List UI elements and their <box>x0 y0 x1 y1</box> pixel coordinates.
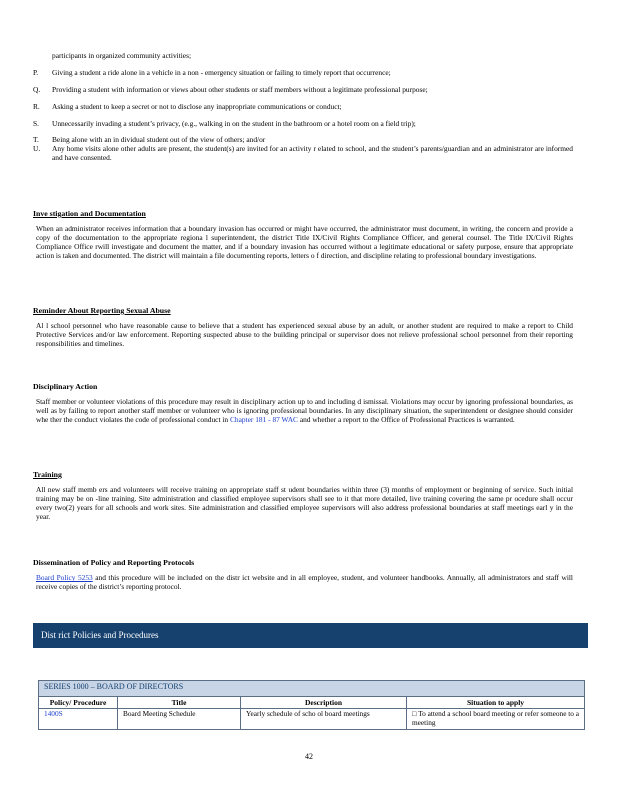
section-disciplinary <box>33 382 573 425</box>
list-letter: U. <box>33 144 41 154</box>
list-item <box>33 69 573 78</box>
list-letter <box>33 52 52 61</box>
policy-description: Yearly schedule of scho ol board meetings <box>241 709 407 730</box>
policy-situation: □ To attend a school board meeting or refer someone to a meeting <box>407 709 585 730</box>
section-body: All new staff memb ers and volunteers will receive training on appropriate staff st udent boundaries within three (3) months of employment or beginning of service. Such initial training may be on -line training. Site administration and classified employee supervisors shall see to it that more detailed, live training covering the same pr ocedure shall occur every two(2) years for all schools and work sites. Site administration and classified employee supervisors will also address professional boundaries at staff meetings earl y in the year. <box>36 485 573 521</box>
column-header: Situation to apply <box>407 697 585 709</box>
section-heading: Dissemination of Policy and Reporting Protocols <box>33 558 195 567</box>
table-header-row <box>39 697 585 709</box>
policy-table <box>38 680 585 730</box>
section-investigation <box>33 209 573 261</box>
section-body: When an administrator receives information that a boundary invasion has occurred or might have occurred, the administrator must document, in writing, the concern and provide a copy of the documentation to the appropriate regiona l superintendent, the district Title IX/Civil Rights Compliance Officer, and general counsel. The Title IX/Civil Rights Compliance Office rwill investigate and document the matter, and if a boundary invasion has occurred without a legitimate educational or safety purpose, ensure that appropriate action is taken and documented. The district will maintain a file documenting reports, letters o f direction, and discipline relating to professional boundary investigations. <box>36 224 573 260</box>
section-body: Board Policy 5253 and this procedure will be included on the distr ict website and in all employee, student, and volunteer handbooks. Annually, all administrators and staff will receive copies of the district’s reporting protocol. <box>36 573 573 592</box>
list-text: Any home visits alone other adults are present, the student(s) are invited for an activity r elated to school, and the student’s parents/guardian and an administrator are informed and have consented. <box>52 144 573 163</box>
conduct-list <box>33 52 573 163</box>
section-training <box>33 470 573 522</box>
section-dissemination <box>33 558 573 592</box>
list-letter: T. <box>33 135 39 145</box>
list-item <box>33 120 573 129</box>
list-letter: S. <box>33 118 39 128</box>
policy-number-link[interactable]: 1400S <box>39 709 118 730</box>
list-text: Being alone with an in dividual student out of the view of others; and/or <box>52 135 266 145</box>
list-item <box>33 103 573 112</box>
section-heading: Training <box>33 470 62 479</box>
page-number: 42 <box>305 752 313 761</box>
list-text: participants in organized community activities; <box>52 51 192 60</box>
list-item <box>33 86 573 95</box>
list-text: Unnecessarily invading a student’s privacy, (e.g., walking in on the student in the bathroom or a hotel room on a field trip); <box>52 118 416 128</box>
wac-chapter-link[interactable]: Chapter 181 - 87 WAC <box>229 415 298 425</box>
section-heading: Reminder About Reporting Sexual Abuse <box>33 306 171 315</box>
list-text: Asking a student to keep a secret or not to disclose any inappropriate communications or conduct; <box>52 101 342 111</box>
series-label: SERIES 1000 – BOARD OF DIRECTORS <box>39 681 585 697</box>
list-item <box>33 52 573 61</box>
section-body: Al l school personnel who have reasonable cause to believe that a student has experienced sexual abuse by an adult, or another student are required to make a report to Child Protective Services and/or law enforcement. Reporting suspected abuse to the building principal or supervisor does not relieve professional school personnel from their reporting responsibilities and timelines. <box>36 321 573 349</box>
section-body: Staff member or volunteer violations of this procedure may result in disciplinary action up to and including d ismissal. Violations may occur by ignoring professional boundaries, as well as by failing to report another staff member or volunteer who is ignoring professional boundaries. In any disciplinary situation, the superintendent or designee should consider whe ther the conduct violates the code of professional conduct in Chapter 181 - 87 WAC and whether a report to the Office of Professional Practices is warranted. <box>36 397 573 425</box>
column-header: Description <box>241 697 407 709</box>
list-text: Providing a student with information or views about other students or staff members without a legitimate professional purpose; <box>52 84 428 94</box>
series-row <box>39 681 585 697</box>
list-letter: R. <box>33 101 40 111</box>
list-letter: Q. <box>33 84 41 94</box>
bullet-icon: □ <box>412 709 419 718</box>
section-heading: Disciplinary Action <box>33 382 98 391</box>
section-heading: Inve stigation and Documentation <box>33 209 146 218</box>
column-header: Title <box>118 697 241 709</box>
table-row <box>39 709 585 730</box>
district-policies-banner <box>33 623 588 648</box>
column-header: Policy/ Procedure <box>39 697 118 709</box>
banner-title: Dist rict Policies and Procedures <box>41 630 159 641</box>
list-letter: P. <box>33 67 39 77</box>
policy-title: Board Meeting Schedule <box>118 709 241 730</box>
list-text: Giving a student a ride alone in a vehicle in a non - emergency situation or failing to timely report that occurrence; <box>52 67 391 77</box>
list-item <box>33 145 573 163</box>
board-policy-link[interactable]: Board Policy 5253 <box>36 573 93 583</box>
section-reporting-reminder <box>33 306 573 349</box>
